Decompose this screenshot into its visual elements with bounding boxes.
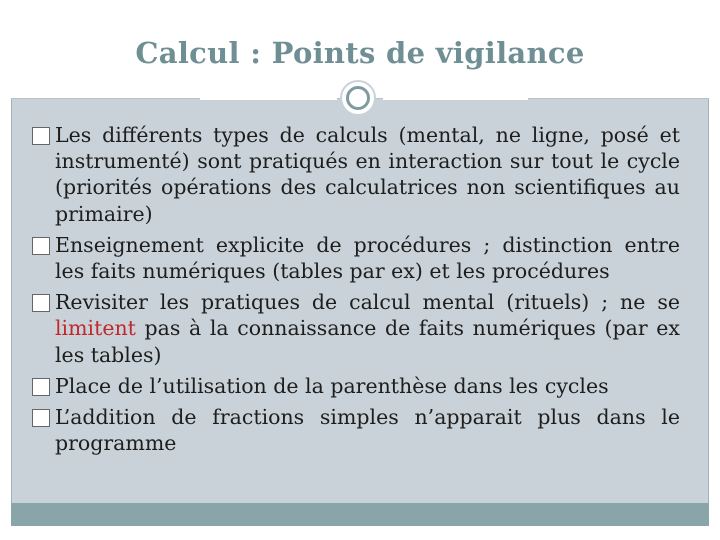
- title-divider-left: [200, 98, 337, 100]
- square-bullet-icon: [32, 237, 50, 255]
- bullet-text-after: pas à la connaissance de faits numériques (par ex les tables): [55, 316, 680, 367]
- bullet-text: Place de l’utilisation de la parenthèse dans les cycles: [55, 373, 609, 398]
- list-item: [32, 373, 680, 399]
- footer-band: [11, 503, 709, 526]
- list-item: [32, 232, 680, 284]
- highlighted-word: limitent: [55, 316, 136, 341]
- bullet-list: [32, 122, 680, 461]
- list-item: [32, 122, 680, 227]
- square-bullet-icon: [32, 409, 50, 427]
- bullet-text: Les différents types de calculs (mental, ne ligne, posé et instrumenté) sont pratiqués en interaction sur tout le cycle (priorités opérations des calculatrices non scientifiques au primaire): [55, 123, 680, 226]
- circle-ornament-icon: [340, 80, 376, 116]
- square-bullet-icon: [32, 378, 50, 396]
- bullet-text: L’addition de fractions simples n’apparait plus dans le programme: [55, 405, 680, 456]
- list-item: [32, 404, 680, 456]
- title-divider-right: [383, 98, 528, 100]
- square-bullet-icon: [32, 294, 50, 312]
- slide-title: Calcul : Points de vigilance: [135, 36, 585, 70]
- list-item: [32, 289, 680, 368]
- bullet-text: Enseignement explicite de procédures ; distinction entre les faits numériques (tables par ex) et les procédures: [55, 232, 680, 284]
- bullet-text-before: Revisiter les pratiques de calcul mental (rituels) ; ne se: [55, 290, 680, 315]
- square-bullet-icon: [32, 127, 50, 145]
